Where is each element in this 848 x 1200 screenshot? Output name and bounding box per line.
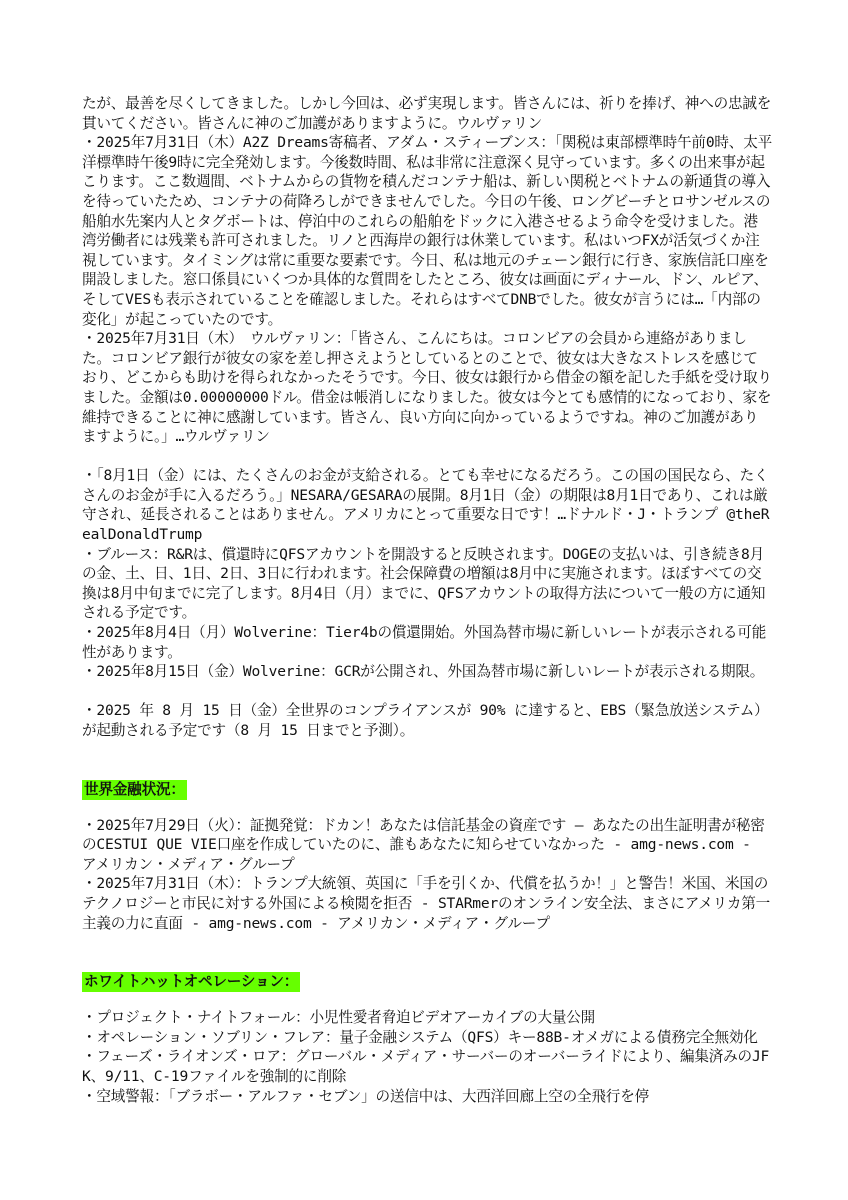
paragraph-bruce-rr: ・ブルース：R&Rは、償還時にQFSアカウントを開設すると反映されます。DOGEの支払いは、引き続き8月の金、土、日、1日、2日、3日に行われます。社会保障費の増額は8月中に実施されます。ほぼすべての交換は8月中旬までに完了します。8月4日（月）までに、QFSアカウントの取得方法について一般の方に通知される予定です。 (82, 545, 766, 622)
document-body (82, 94, 772, 1106)
spacer (82, 741, 772, 780)
whitehat-item: ・空域警報：「ブラボー・アルファ・セブン」の送信中は、大西洋回廊上空の全飛行を停 (82, 1087, 649, 1105)
paragraph-wolverine-colombia: ・2025年7月31日（木） ウルヴァリン：「皆さん、こんにちは。コロンビアの会員から連絡がありました。コロンビア銀行が彼女の家を差し押さえようとしているとのことで、彼女は大きなストレスを感じており、どこからも助けを得られなかったそうです。今日、彼女は銀行から借金の額を記した手紙を受け取りました。金額は0.00000000ドル。借金は帳消しになりました。彼女は今とても感情的になっており、家を維持できることに神に感謝しています。皆さん、良い方向に向かっているようですね。神のご加護がありますように。」…ウルヴァリン (82, 330, 772, 446)
finance-item: ・2025年7月31日（木）：トランプ大統領、英国に「手を引くか、代償を払うか！」と警告！米国、米国のテクノロジーと市民に対する外国による検閲を拒否 - STARmerのオンライン安全法、まさにアメリカ第一主義の力に直面 - amg-news.com - アメリカン・メディア・グループ (82, 875, 771, 932)
spacer (82, 802, 772, 816)
paragraph-wolverine-tier4b: ・2025年8月4日（月）Wolverine：Tier4bの償還開始。外国為替市場に新しいレートが表示される可能性があります。 (82, 624, 767, 661)
paragraph-ebs: ・2025 年 8 月 15 日（金）全世界のコンプライアンスが 90% に達すると、EBS（緊急放送システム）が起動される予定です（8 月 15 日までと予測）。 (82, 702, 769, 739)
spacer (82, 682, 772, 702)
paragraph-wolverine-gcr: ・2025年8月15日（金）Wolverine：GCRが公開され、外国為替市場に新しいレートが表示される期限。 (82, 663, 765, 681)
section-heading-whitehat: ホワイトハットオペレーション： (84, 973, 299, 991)
paragraph-trump-quote: ・「8月1日（金）には、たくさんのお金が支給される。とても幸せになるだろう。この国の国民なら、たくさんのお金が手に入るだろう。」NESARA/GESARAの展開。8月1日（金）の期限は8月1日であり、これは厳守され、延長されることはありません。アメリカにとって重要な日です！…ドナルド・J・トランプ @theRealDonaldTrump (82, 467, 770, 544)
spacer (82, 994, 772, 1008)
whitehat-item: ・プロジェクト・ナイトフォール：小児性愛者脅迫ビデオアーカイブの大量公開 (82, 1009, 596, 1027)
section-heading-finance-wrap (82, 780, 772, 802)
paragraph-closing-prayer: たが、最善を尽くしてきました。しかし今回は、必ず実現します。皆さんには、祈りを捧げ、神への忠誠を貫いてください。皆さんに神のご加護がありますように。ウルヴァリン (82, 95, 772, 132)
spacer (82, 933, 772, 972)
section-heading-whitehat-wrap (82, 972, 772, 994)
paragraph-adam-stevens-report: ・2025年7月31日（木）A2Z Dreams寄稿者、アダム・スティーブンス：「関税は東部標準時午前0時、太平洋標準時午後9時に完全発効します。今後数時間、私は非常に注意深く見守っています。多くの出来事が起こります。ここ数週間、ベトナムからの貨物を積んだコンテナ船は、新しい関税とベトナムの新通貨の導入を待っていたため、コンテナの荷降ろしができませんでした。今日の午後、ロングビーチとロサンゼルスの船舶水先案内人とタグボートは、停泊中のこれらの船舶をドックに入港させるよう命令を受けました。港湾労働者には残業も許可されました。リノと西海岸の銀行は休業しています。私はいつFXが活気づくか注視しています。タイミングは常に重要な要素です。今日、私は地元のチェーン銀行に行き、家族信託口座を開設しました。窓口係員にいくつか具体的な質問をしたところ、彼女は画面にディナール、ドン、ルピア、そしてVESも表示されていることを確認しました。それらはすべてDNBでした。彼女が言うには…「内部の変化」が起こっていたのです。 (82, 134, 772, 328)
whitehat-item: ・オペレーション・ソブリン・フレア：量子金融システム（QFS）キー88B-オメガによる債務完全無効化 (82, 1028, 758, 1046)
spacer (82, 447, 772, 467)
whitehat-item: ・フェーズ・ライオンズ・ロア：グローバル・メディア・サーバーのオーバーライドにより、編集済みのJFK、9/11、C-19ファイルを強制的に削除 (82, 1048, 770, 1085)
section-heading-finance: 世界金融状況： (84, 780, 185, 798)
finance-item: ・2025年7月29日（火）：証拠発覚：ドカン！あなたは信託基金の資産です — あなたの出生証明書が秘密のCESTUI QUE VIE口座を作成していたのに、誰もあなたに知らせていなかった - amg-news.com - アメリカン・メディア・グループ (82, 816, 765, 873)
